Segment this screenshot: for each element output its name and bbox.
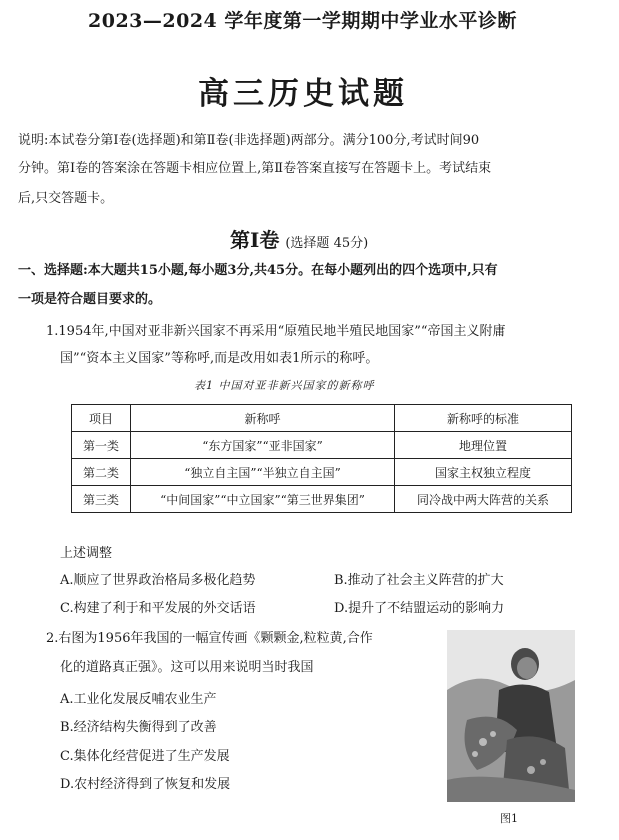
question-1-option-d: D.提升了不结盟运动的影响力 bbox=[334, 601, 505, 616]
question-2-line-2: 化的道路真正强》。这可以用来说明当时我国 bbox=[60, 660, 314, 675]
table-header-cell: 新称呼 bbox=[131, 405, 395, 432]
table-header-cell: 项目 bbox=[72, 405, 131, 432]
question-2-option-a: A.工业化发展反哺农业生产 bbox=[60, 692, 217, 707]
table-header-cell: 新称呼的标准 bbox=[395, 405, 572, 432]
exam-header: 2023—2024 学年度第一学期期中学业水平诊断 bbox=[88, 10, 517, 32]
table-row bbox=[72, 486, 572, 513]
table-caption: 表1 中国对亚非新兴国家的新称呼 bbox=[194, 379, 375, 392]
table-cell: 第三类 bbox=[72, 486, 131, 513]
poster-illustration bbox=[447, 630, 575, 802]
table-row bbox=[72, 459, 572, 486]
table-cell: “东方国家”“亚非国家” bbox=[131, 432, 395, 459]
question-1-line-2: 国”“资本主义国家”等称呼,而是改用如表1所示的称呼。 bbox=[60, 351, 379, 366]
table-cell: 同冷战中两大阵营的关系 bbox=[395, 486, 572, 513]
table-cell: 第二类 bbox=[72, 459, 131, 486]
question-2-option-d: D.农村经济得到了恢复和发展 bbox=[60, 777, 231, 792]
instructions-line-2: 分钟。第Ⅰ卷的答案涂在答题卡相应位置上,第Ⅱ卷答案直接写在答题卡上。考试结束 bbox=[18, 161, 492, 176]
question-2-option-b: B.经济结构失衡得到了改善 bbox=[60, 720, 217, 735]
question-1-option-a: A.顺应了世界政治格局多极化趋势 bbox=[60, 573, 256, 588]
figure-caption: 图1 bbox=[500, 812, 518, 825]
question-1-line-1: 1.1954年,中国对亚非新兴国家不再采用“原殖民地半殖民地国家”“帝国主义附庸 bbox=[46, 324, 506, 339]
question-1-stem: 上述调整 bbox=[60, 546, 113, 561]
propaganda-poster-image bbox=[447, 630, 575, 802]
part-one-heading bbox=[230, 224, 368, 253]
table-cell: 地理位置 bbox=[395, 432, 572, 459]
part-one-subtitle: (选择题 45分) bbox=[285, 236, 369, 251]
question-2-line-1: 2.右图为1956年我国的一幅宣传画《颗颗金,粒粒黄,合作 bbox=[46, 631, 373, 646]
question-1-option-b: B.推动了社会主义阵营的扩大 bbox=[334, 573, 504, 588]
question-2-option-c: C.集体化经营促进了生产发展 bbox=[60, 749, 230, 764]
section-instruction-line-1: 一、选择题:本大题共15小题,每小题3分,共45分。在每小题列出的四个选项中,只有 bbox=[18, 263, 498, 278]
question-1-option-c: C.构建了利于和平发展的外交话语 bbox=[60, 601, 256, 616]
table-cell: “中间国家”“中立国家”“第三世界集团” bbox=[131, 486, 395, 513]
section-instruction-line-2: 一项是符合题目要求的。 bbox=[18, 292, 162, 307]
instructions-line-3: 后,只交答题卡。 bbox=[18, 191, 114, 206]
table-row bbox=[72, 432, 572, 459]
table-cell: “独立自主国”“半独立自主国” bbox=[131, 459, 395, 486]
appellation-table bbox=[71, 404, 572, 513]
part-one-title: 第Ⅰ卷 bbox=[230, 228, 280, 252]
table-cell: 国家主权独立程度 bbox=[395, 459, 572, 486]
table-header-row bbox=[72, 405, 572, 432]
instructions-line-1: 说明:本试卷分第Ⅰ卷(选择题)和第Ⅱ卷(非选择题)两部分。满分100分,考试时间90 bbox=[18, 133, 480, 148]
table-cell: 第一类 bbox=[72, 432, 131, 459]
exam-title: 高三历史试题 bbox=[198, 76, 408, 112]
